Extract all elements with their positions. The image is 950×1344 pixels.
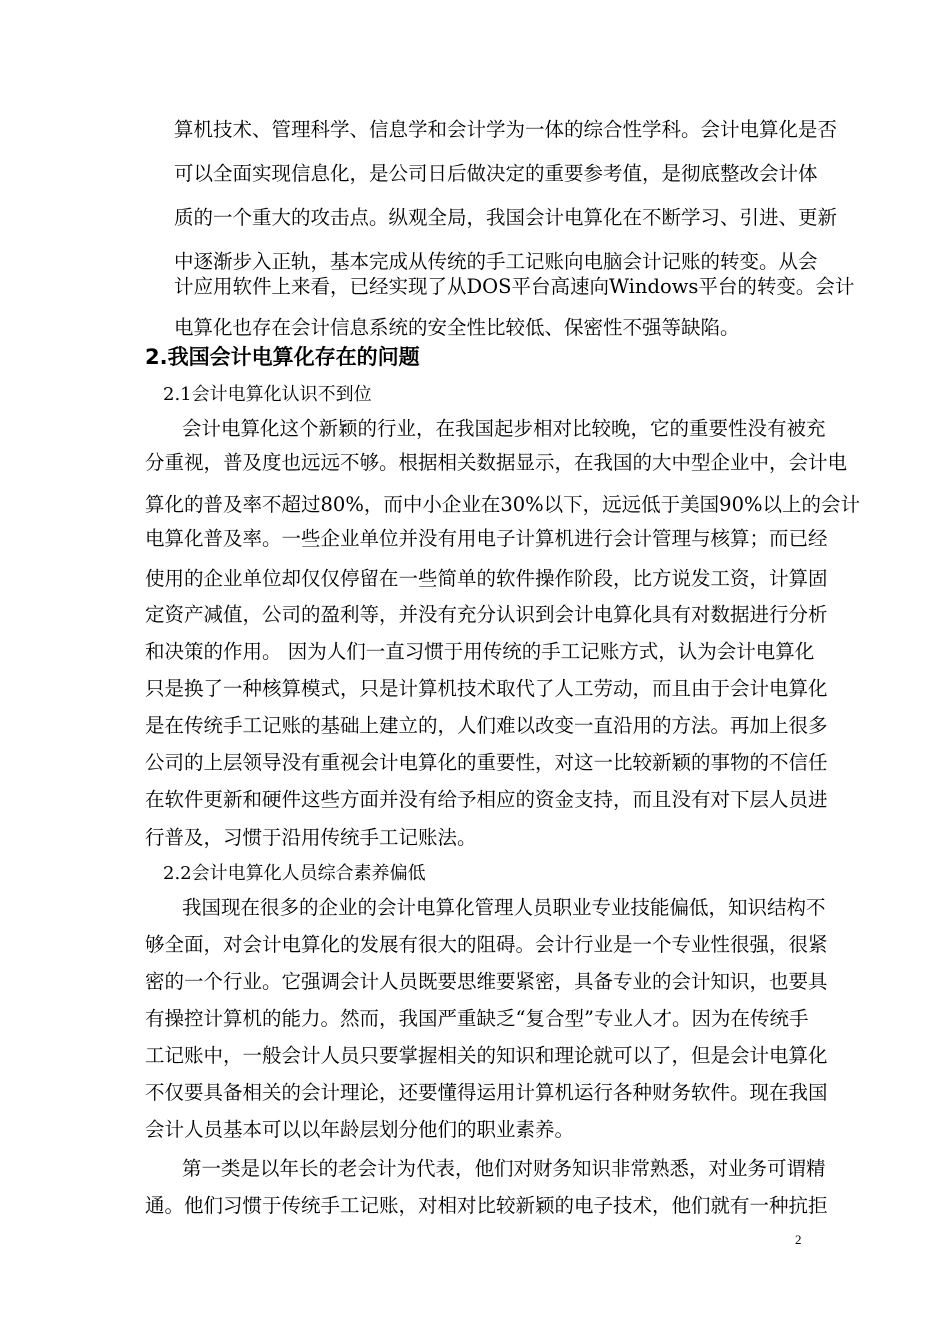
paragraph-line: 密的一个行业。它强调会计人员既要思维要紧密，具备专业的会计知识，也要具 (145, 970, 828, 993)
subsection-heading: 2.1会计电算化认识不到位 (163, 384, 372, 405)
paragraph-line: 计应用软件上来看，已经实现了从DOS平台高速向Windows平台的转变。会计 (174, 275, 855, 298)
paragraph-line: 不仅要具备相关的会计理论，还要懂得运用计算机运行各种财务软件。现在我国 (145, 1081, 828, 1104)
paragraph-line: 只是换了一种核算模式，只是计算机技术取代了人工劳动，而且由于会计电算化 (145, 677, 828, 700)
paragraph-line: 定资产减值，公司的盈利等，并没有充分认识到会计电算化具有对数据进行分析 (145, 603, 828, 626)
paragraph-line: 是在传统手工记账的基础上建立的，人们难以改变一直沿用的方法。再加上很多 (145, 714, 828, 737)
subsection-heading: 2.2会计电算化人员综合素养偏低 (163, 863, 426, 884)
paragraph-line: 算化的普及率不超过80%，而中小企业在30%以下，远远低于美国90%以上的会计 (145, 493, 861, 516)
paragraph-line: 够全面，对会计电算化的发展有很大的阻碍。会计行业是一个专业性很强，很紧 (145, 933, 828, 956)
paragraph-line: 有操控计算机的能力。然而，我国严重缺乏“复合型”专业人才。因为在传统手 (145, 1007, 809, 1030)
section-heading: 2.我国会计电算化存在的问题 (145, 345, 420, 369)
paragraph-line: 电算化普及率。一些企业单位并没有用电子计算机进行会计管理与核算；而已经 (145, 527, 828, 550)
paragraph-line: 行普及，习惯于沿用传统手工记账法。 (145, 826, 477, 849)
paragraph-line: 会计人员基本可以以年龄层划分他们的职业素养。 (145, 1118, 575, 1141)
page-number: 2 (795, 1232, 802, 1247)
paragraph-line: 通。他们习惯于传统手工记账，对相对比较新颖的电子技术，他们就有一种抗拒 (145, 1194, 828, 1217)
paragraph-line: 中逐渐步入正轨，基本完成从传统的手工记账向电脑会计记账的转变。从会 (174, 250, 818, 273)
paragraph-line: 和决策的作用。 因为人们一直习惯于用传统的手工记账方式，认为会计电算化 (145, 640, 815, 663)
paragraph-line: 分重视，普及度也远远不够。根据相关数据显示，在我国的大中型企业中，会计电 (145, 451, 848, 474)
paragraph-line: 可以全面实现信息化，是公司日后做决定的重要参考值，是彻底整改会计体 (174, 162, 818, 185)
paragraph-line: 我国现在很多的企业的会计电算化管理人员职业专业技能偏低，知识结构不 (182, 896, 826, 919)
paragraph-line: 在软件更新和硬件这些方面并没有给予相应的资金支持，而且没有对下层人员进 (145, 788, 828, 811)
paragraph-line: 算机技术、管理科学、信息学和会计学为一体的综合性学科。会计电算化是否 (174, 118, 838, 141)
paragraph-line: 会计电算化这个新颖的行业，在我国起步相对比较晚，它的重要性没有被充 (182, 417, 826, 440)
paragraph-line: 工记账中，一般会计人员只要掌握相关的知识和理论就可以了，但是会计电算化 (145, 1044, 828, 1067)
paragraph-line: 公司的上层领导没有重视会计电算化的重要性，对这一比较新颖的事物的不信任 (145, 751, 828, 774)
paragraph-line: 第一类是以年长的老会计为代表，他们对财务知识非常熟悉，对业务可谓精 (182, 1157, 826, 1180)
paragraph-line: 电算化也存在会计信息系统的安全性比较低、保密性不强等缺陷。 (174, 316, 740, 339)
paragraph-line: 使用的企业单位却仅仅停留在一些简单的软件操作阶段，比方说发工资，计算固 (145, 567, 828, 590)
paragraph-line: 质的一个重大的攻击点。纵观全局，我国会计电算化在不断学习、引进、更新 (174, 206, 838, 229)
